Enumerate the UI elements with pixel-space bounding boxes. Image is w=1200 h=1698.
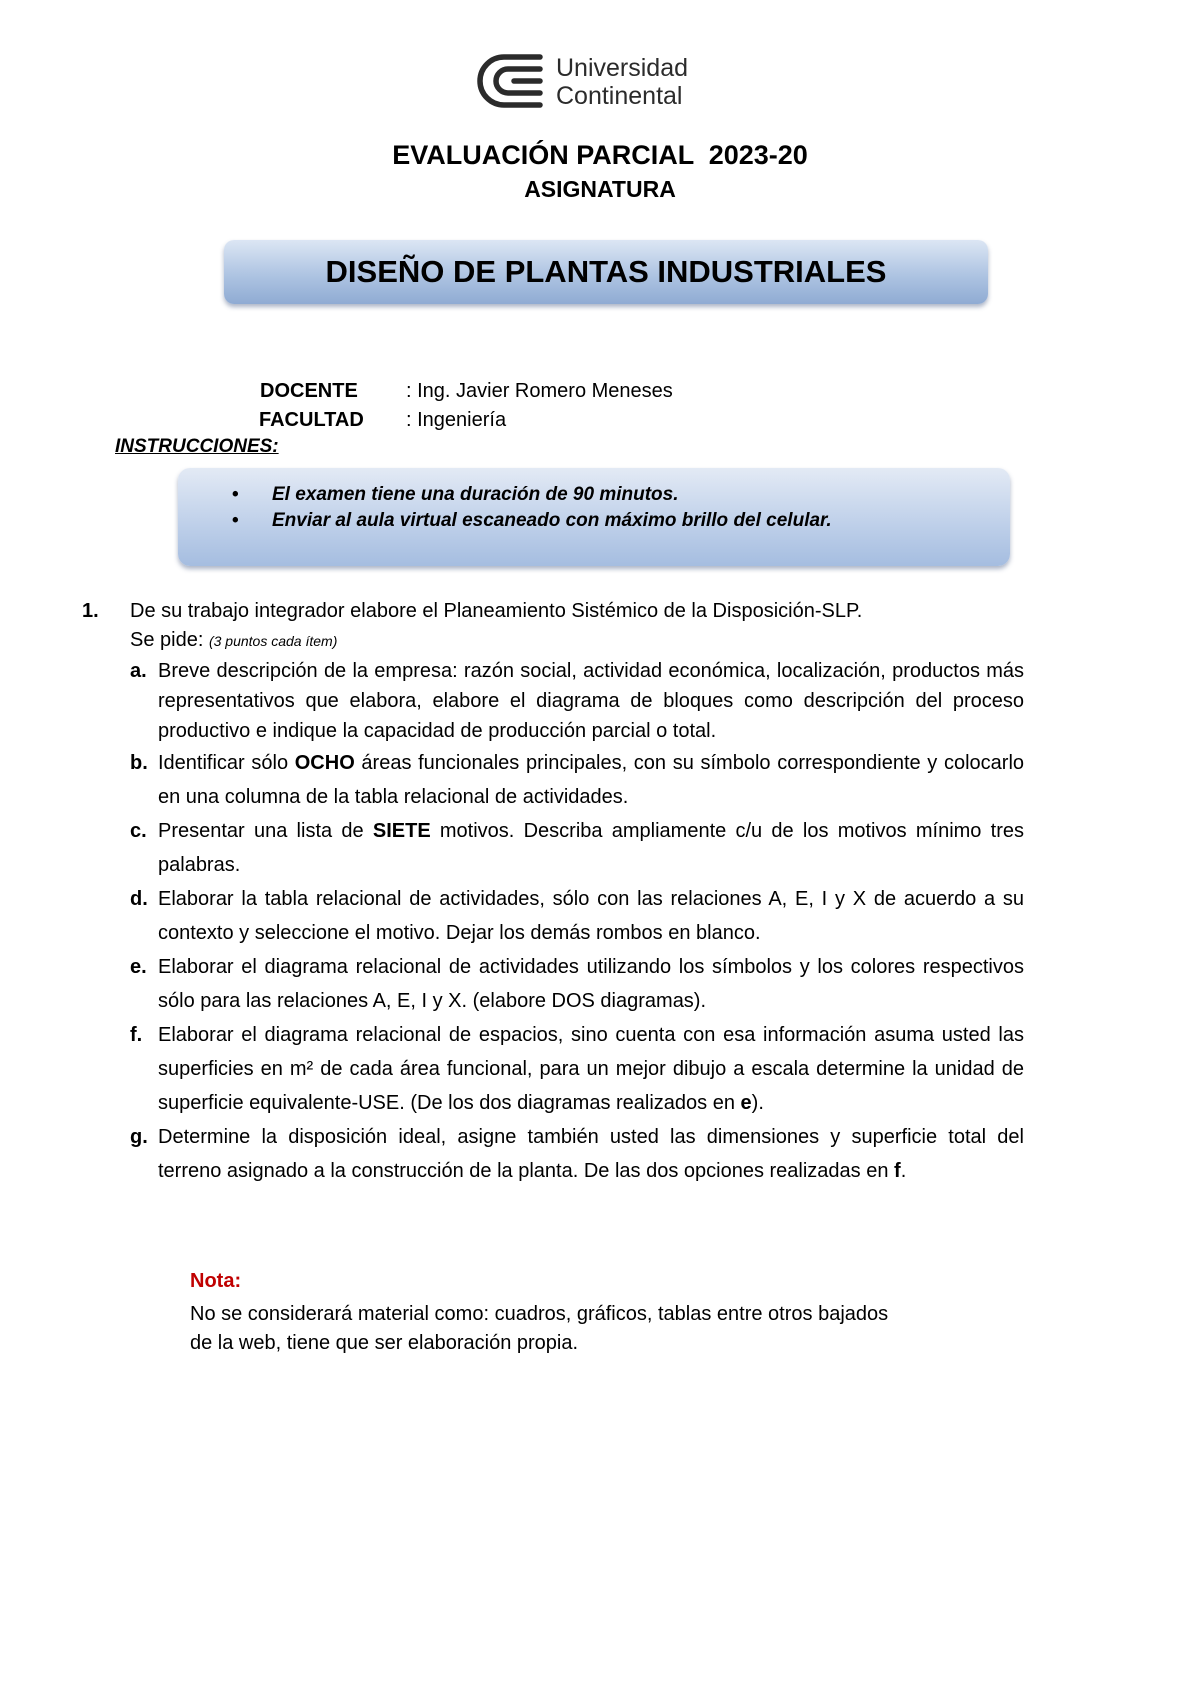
university-name (556, 54, 688, 110)
question-items (130, 656, 1024, 1188)
list-item (130, 1018, 1024, 1120)
item-text: Elaborar el diagrama relacional de actividades utilizando los símbolos y los colores respectivos sólo para las relaciones A, E, I y X. (elabore DOS diagramas). (158, 956, 1024, 1012)
item-text: Breve descripción de la empresa: razón social, actividad económica, localización, productos más representativos que elabora, elabore el diagrama de bloques como descripción del proceso productivo e indique la capacidad de producción parcial o total. (158, 660, 1024, 742)
facultad-label-wrap (259, 409, 364, 432)
nota-text (190, 1300, 990, 1358)
instructions-heading: INSTRUCCIONES: (115, 436, 279, 457)
item-text-pre: Presentar una lista de (158, 820, 373, 842)
facultad-value: : Ingeniería (406, 409, 507, 431)
instructions-list (232, 482, 832, 534)
item-text-bold: SIETE (372, 820, 431, 842)
item-text-pre: Identificar sólo (158, 752, 295, 774)
docente-label-wrap (260, 380, 358, 403)
docente-label: DOCENTE (260, 380, 358, 402)
docente-value: : Ing. Javier Romero Meneses (406, 380, 673, 402)
se-pide-note: (3 puntos cada ítem) (208, 633, 338, 649)
instruction-item: • El examen tiene una duración de 90 minutos. (232, 482, 832, 508)
item-letter: f. (130, 1024, 143, 1046)
item-letter: c. (130, 820, 147, 842)
item-text: Elaborar la tabla relacional de actividades, sólo con las relaciones A, E, I y X de acuerdo a su contexto y seleccione el motivo. Dejar los demás rombos en blanco. (158, 888, 1024, 944)
list-item (130, 1120, 1024, 1188)
item-text-post: ). (751, 1092, 764, 1114)
list-item (130, 814, 1024, 882)
item-text-post: áreas funcionales principales, con su símbolo correspondiente y colocarlo en una columna de la tabla relacional de actividades. (158, 752, 1025, 808)
list-item (130, 882, 1024, 950)
item-letter: g. (130, 1126, 148, 1148)
item-text-post: . (900, 1160, 907, 1182)
list-item (130, 656, 1024, 746)
question-number: 1. (82, 600, 99, 622)
item-text-bold: OCHO (294, 752, 355, 774)
item-text-bold: e (740, 1092, 752, 1114)
university-line2: Continental (556, 82, 683, 110)
item-text-pre: Elaborar el diagrama relacional de espacios, sino cuenta con esa información asuma usted las superficies en m² de cada área funcional, para un mejor dibujo a escala determine la unidad de superficie equivalente-USE. (De los dos diagramas realizados en (158, 1024, 1024, 1114)
se-pide (130, 629, 337, 652)
item-letter: e. (130, 956, 147, 978)
list-item (130, 950, 1024, 1018)
se-pide-label: Se pide: (130, 629, 204, 651)
exam-title: EVALUACIÓN PARCIAL 2023-20 (392, 140, 808, 170)
item-text-bold: f (894, 1160, 901, 1182)
item-text-post: motivos. Describa ampliamente c/u de los motivos mínimo tres palabras. (158, 820, 1024, 876)
item-letter: d. (130, 888, 148, 910)
list-item (130, 746, 1024, 814)
facultad-label: FACULTAD (259, 409, 364, 431)
item-letter: a. (130, 660, 147, 682)
course-title: DISEÑO DE PLANTAS INDUSTRIALES (325, 254, 887, 289)
course-banner (224, 240, 988, 304)
university-line1: Universidad (556, 54, 689, 82)
instruction-item: • Enviar al aula virtual escaneado con máximo brillo del celular. (232, 508, 832, 534)
item-text-pre: Determine la disposición ideal, asigne también usted las dimensiones y superficie total del terreno asignado a la construcción de la planta. De las dos opciones realizadas en (158, 1126, 1024, 1182)
nota-line2: de la web, tiene que ser elaboración propia. (190, 1332, 579, 1354)
nota-label: Nota: (190, 1270, 242, 1292)
item-letter: b. (130, 752, 148, 774)
subject-label: ASIGNATURA (524, 176, 676, 202)
nota-line1: No se considerará material como: cuadros, gráficos, tablas entre otros bajados (190, 1303, 889, 1325)
question-text: De su trabajo integrador elabore el Planeamiento Sistémico de la Disposición-SLP. (130, 600, 863, 622)
